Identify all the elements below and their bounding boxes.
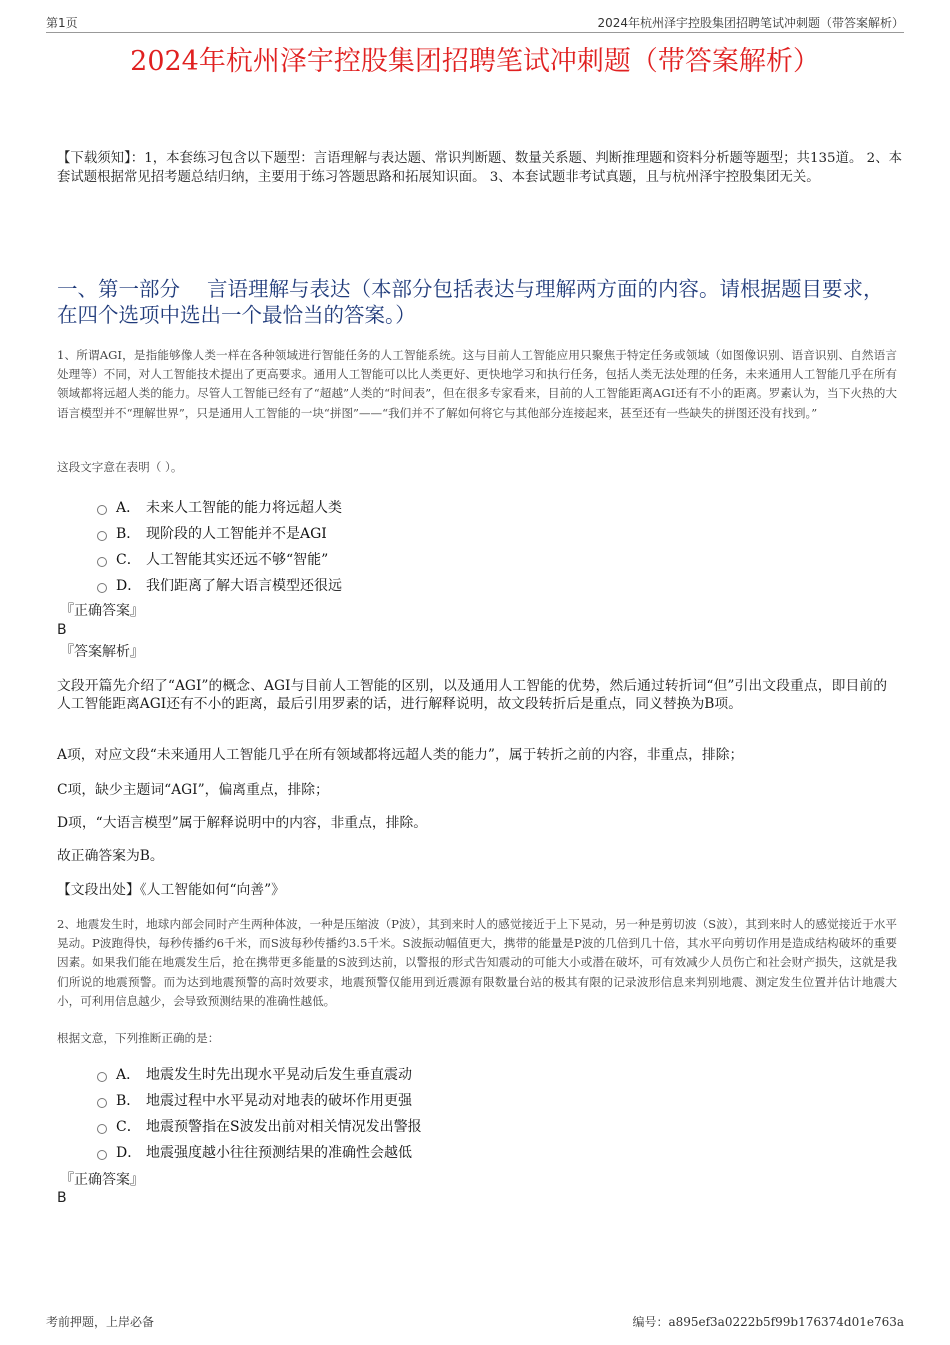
analysis-paragraph: 故正确答案为B。 [57, 848, 164, 864]
radio-icon[interactable] [97, 505, 107, 515]
option-b[interactable]: B． 地震过程中水平晃动对地表的破坏作用更强 [97, 1087, 422, 1113]
analysis-paragraph: D项，“大语言模型”属于解释说明中的内容，非重点，排除。 [57, 815, 428, 831]
header-divider [46, 32, 904, 33]
question-2-passage: 2、地震发生时，地球内部会同时产生两种体波，一种是压缩波（P波），其到来时人的感觉接近于上下晃动，另一种是剪切波（S波），其到来时人的感觉接近于水平晃动。P波跑得快，每秒传播约6千米，而S波每秒传播约3.5千米。S波振动幅值更大，携带的能量是P波的几倍到几十倍，其水平向剪切作用是造成结构破坏的重要因素。如果我们能在地震发生后，抢在携带更多能量的S波到达前，以警报的形式告知震动的可能大小或潜在破坏，可有效减少人员伤亡和社会财产损失，这就是我们所说的地震预警。而为达到地震预警的高时效要求，地震预警仅能用到近震源有限数量台站的极其有限的记录波形信息来判别地震、测定发生位置并估计地震大小，可利用信息越少，会导致预测结果的准确性越低。 [57, 917, 897, 1008]
radio-icon[interactable] [97, 1072, 107, 1082]
option-d[interactable]: D． 地震强度越小往往预测结果的准确性会越低 [97, 1139, 422, 1165]
radio-icon[interactable] [97, 1150, 107, 1160]
page-number: 第1页 [46, 16, 78, 30]
footer-slogan: 考前押题，上岸必备 [46, 1315, 155, 1329]
analysis-paragraph: 文段开篇先介绍了“AGI”的概念、AGI与目前人工智能的区别，以及通用人工智能的优势，然后通过转折词“但”引出文段重点，即目前的人工智能距离AGI还有不小的距离，最后引用罗素的话，进行解释说明，故文段转折后是重点，同义替换为B项。 [57, 678, 887, 712]
question-1-options [97, 494, 342, 598]
analysis-paragraph: A项，对应文段“未来通用人工智能几乎在所有领域都将远超人类的能力”，属于转折之前的内容，非重点，排除； [57, 747, 744, 763]
option-b[interactable]: B． 现阶段的人工智能并不是AGI [97, 520, 342, 546]
option-c[interactable]: C． 人工智能其实还远不够“智能” [97, 546, 342, 572]
page-title: 2024年杭州泽宇控股集团招聘笔试冲刺题（带答案解析） [130, 46, 820, 77]
question-1-stem: 这段文字意在表明（ ）。 [57, 460, 183, 474]
correct-answer-label: 『正确答案』 [60, 603, 144, 619]
radio-icon[interactable] [97, 1098, 107, 1108]
question-1-passage: 1、所谓AGI，是指能够像人类一样在各种领域进行智能任务的人工智能系统。这与目前人工智能应用只聚焦于特定任务或领域（如图像识别、语音识别、自然语言处理等）不同，对人工智能技术提出了更高要求。通用人工智能可以比人类更好、更快地学习和执行任务，包括人类无法处理的任务，未来通用人工智能几乎在所有领域都将远超人类的能力。尽管人工智能已经有了“超越”人类的“时间表”，但在很多专家看来，目前的人工智能距离AGI还有不小的距离。罗素认为，当下火热的大语言模型并不“理解世界”，只是通用人工智能的一块“拼图”——“我们并不了解如何将它与其他部分连接起来，甚至还有一些缺失的拼图还没有找到。” [57, 348, 897, 420]
download-notice: 【下载须知】：1，本套练习包含以下题型：言语理解与表达题、常识判断题、数量关系题、判断推理题和资料分析题等题型；共135道。 2、本套试题根据常见招考题总结归纳，主要用于练习答题思路和拓展知识面。 3、本套试题非考试真题，且与杭州泽宇控股集团无关。 [57, 151, 902, 185]
header-doc-title: 2024年杭州泽宇控股集团招聘笔试冲刺题（带答案解析） [597, 16, 904, 30]
footer-doc-id: 编号：a895ef3a0222b5f99b176374d01e763a [632, 1315, 904, 1329]
option-d[interactable]: D． 我们距离了解大语言模型还很远 [97, 572, 342, 598]
question-2-options [97, 1061, 422, 1165]
correct-answer: B [57, 1190, 67, 1206]
option-a[interactable]: A． 地震发生时先出现水平晃动后发生垂直震动 [97, 1061, 422, 1087]
option-c[interactable]: C． 地震预警指在S波发出前对相关情况发出警报 [97, 1113, 422, 1139]
analysis-paragraph: C项，缺少主题词“AGI”，偏离重点，排除； [57, 782, 329, 798]
radio-icon[interactable] [97, 1124, 107, 1134]
correct-answer-label: 『正确答案』 [60, 1172, 144, 1188]
question-2-stem: 根据文意，下列推断正确的是： [57, 1031, 220, 1045]
analysis-label: 『答案解析』 [60, 644, 144, 660]
option-a[interactable]: A． 未来人工智能的能力将远超人类 [97, 494, 342, 520]
radio-icon[interactable] [97, 583, 107, 593]
correct-answer: B [57, 622, 67, 638]
section-heading: 一、第一部分 言语理解与表达（本部分包括表达与理解两方面的内容。请根据题目要求，在四个选项中选出一个最恰当的答案。） [57, 277, 884, 327]
radio-icon[interactable] [97, 531, 107, 541]
radio-icon[interactable] [97, 557, 107, 567]
passage-source: 【文段出处】《人工智能如何“向善”》 [57, 882, 285, 898]
